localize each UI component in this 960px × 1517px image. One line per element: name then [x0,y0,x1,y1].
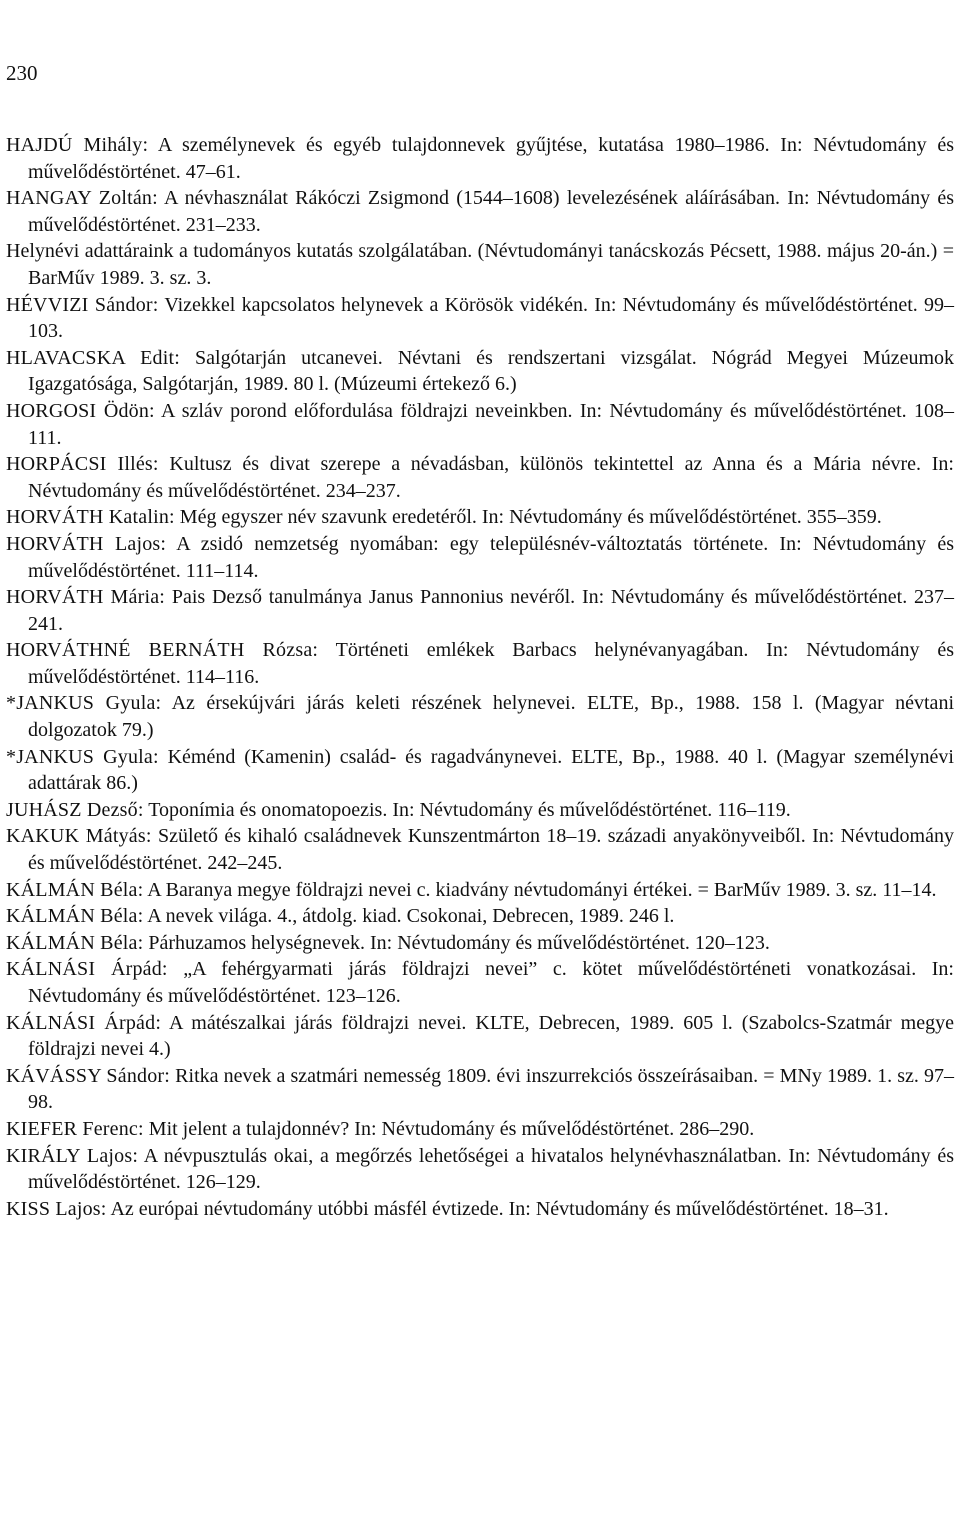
entry-text: Helynévi adattáraink a tudományos kutatás szolgálatában. (Névtudományi tanácskozás Pécsett, 1988. május 20-án.) = BarMűv 1989. 3. sz. 3. [6,240,954,289]
entry-author: KIEFER Ferenc: [6,1117,144,1140]
entry-text: Történeti emlékek Barbacs helynévanyagában. In: Névtudomány és művelődéstörténet. 114–116. [28,639,954,688]
entry-author: HLAVACSKA Edit: [6,346,181,369]
entry-text: Az érsekújvári járás keleti részének helynevei. ELTE, Bp., 1988. 158 l. (Magyar névtani dolgozatok 79.) [28,692,954,742]
entry-author: HAJDÚ Mihály: [6,134,149,156]
entry-author: KAKUK Mátyás: [6,825,152,848]
entry-text: A névpusztulás okai, a megőrzés lehetőségei a hivatalos helynévhasználatban. In: Névtudomány és művelődéstörténet. 126–129. [28,1144,954,1194]
bibliography-entry [6,1063,954,1116]
bibliography-entry [6,398,954,451]
entry-text: A Baranya megye földrajzi nevei c. kiadvány névtudományi értékei. = BarMűv 1989. 3. sz. 11–14. [143,878,937,901]
entry-text: Még egyszer név szavunk eredetéről. In: Névtudomány és művelődéstörténet. 355–359. [174,506,882,529]
bibliography-entry [6,292,954,345]
bibliography-entry [6,823,954,876]
entry-author: JUHÁSZ Dezső: [6,798,144,821]
entry-author: KÁLNÁSI Árpád: [6,1011,162,1034]
entry-author: *JANKUS Gyula: [6,745,159,768]
entry-text: A zsidó nemzetség nyomában: egy településnév-változtatás története. In: Névtudomány és művelődéstörténet. 111–114. [28,532,955,582]
entry-text: A szláv porond előfordulása földrajzi neveinkben. In: Névtudomány és művelődéstörténet. 108–111. [28,399,954,449]
entry-text: „A fehérgyarmati járás földrajzi nevei” c. kötet művelődéstörténeti vonatkozásai. In: Névtudomány és művelődéstörténet. 123–126. [28,958,954,1007]
entry-text: Salgótarján utcanevei. Névtani és rendszertani vizsgálat. Nógrád Megyei Múzeumok Igazgatósága, Salgótarján, 1989. 80 l. (Múzeumi értekező 6.) [28,346,955,396]
entry-text: A mátészalkai járás földrajzi nevei. KLTE, Debrecen, 1989. 605 l. (Szabolcs-Szatmár megye földrajzi nevei 4.) [28,1011,954,1061]
entry-author: HORVÁTH Lajos: [6,532,167,555]
bibliography-entry [6,451,954,504]
bibliography-entry [6,1010,954,1063]
entry-author: HÉVVIZI Sándor: [6,293,159,316]
entry-author: HORVÁTH Mária: [6,586,166,609]
entry-author: HORVÁTH Katalin: [6,506,175,529]
entry-text: Ritka nevek a szatmári nemesség 1809. évi inszurrekciós összeírásaiban. = MNy 1989. 1. sz. 97–98. [28,1064,955,1114]
entry-author: HANGAY Zoltán: [6,187,158,210]
entry-author: KIRÁLY Lajos: [6,1144,139,1167]
entry-text: A nevek világa. 4., átdolg. kiad. Csokonai, Debrecen, 1989. 246 l. [143,905,675,928]
bibliography-entry [6,185,954,238]
bibliography-entry [6,690,954,743]
entry-text: A névhasználat Rákóczi Zsigmond (1544–1608) levelezésének aláírásában. In: Névtudomány és művelődéstörténet. 231–233. [28,187,954,236]
bibliography-entry [6,956,954,1009]
bibliography-entry [6,238,954,291]
bibliography-entry [6,345,954,398]
entry-text: Az európai névtudomány utóbbi másfél évtizede. In: Névtudomány és művelődéstörténet. 18–31. [106,1197,889,1220]
bibliography-entry [6,531,954,584]
entry-author: KÁLNÁSI Árpád: [6,958,168,981]
bibliography-entry [6,797,954,824]
entry-author: KÁVÁSSY Sándor: [6,1064,171,1087]
bibliography-entry [6,903,954,930]
entry-text: Kultusz és divat szerepe a névadásban, különös tekintettel az Anna és a Mária névre. In: Névtudomány és művelődéstörténet. 234–237. [28,453,954,502]
entry-text: A személynevek és egyéb tulajdonnevek gyűjtése, kutatása 1980–1986. In: Névtudomány és művelődéstörténet. 47–61. [28,134,954,183]
entry-author: HORVÁTHNÉ BERNÁTH Rózsa: [6,639,319,662]
entry-author: KÁLMÁN Béla: [6,878,144,901]
entry-author: KISS Lajos: [6,1197,107,1220]
entry-author: KÁLMÁN Béla: [6,905,144,928]
bibliography-entry [6,504,954,531]
bibliography-entry [6,1143,954,1196]
entry-author: HORPÁCSI Illés: [6,453,159,476]
bibliography-entry [6,637,954,690]
bibliography-entry [6,1116,954,1143]
entry-text: Toponímia és onomatopoezis. In: Névtudomány és művelődéstörténet. 116–119. [143,798,791,821]
entry-text: Mit jelent a tulajdonnév? In: Névtudomány és művelődéstörténet. 286–290. [143,1117,755,1140]
entry-author: *JANKUS Gyula: [6,692,162,715]
entry-text: Párhuzamos helységnevek. In: Névtudomány és művelődéstörténet. 120–123. [143,931,770,954]
entry-author: HORGOSI Ödön: [6,399,155,422]
entry-text: Születő és kihaló családnevek Kunszentmárton 18–19. századi anyakönyveiből. In: Névtudomány és művelődéstörténet. 242–245. [28,825,954,875]
page-number: 230 [6,61,38,85]
bibliography-list [6,132,954,1222]
entry-text: Kéménd (Kamenin) család- és ragadványnevei. ELTE, Bp., 1988. 40 l. (Magyar személynévi adattárak 86.) [28,745,954,795]
bibliography-entry [6,584,954,637]
entry-text: Vizekkel kapcsolatos helynevek a Körösök vidékén. In: Névtudomány és művelődéstörténet. 99–103. [28,293,954,343]
bibliography-entry [6,930,954,957]
bibliography-entry [6,1196,954,1223]
entry-author: KÁLMÁN Béla: [6,931,144,954]
bibliography-entry [6,877,954,904]
bibliography-entry [6,744,954,797]
entry-text: Pais Dezső tanulmánya Janus Pannonius nevéről. In: Névtudomány és művelődéstörténet. 237–241. [28,586,954,635]
bibliography-entry [6,132,954,185]
